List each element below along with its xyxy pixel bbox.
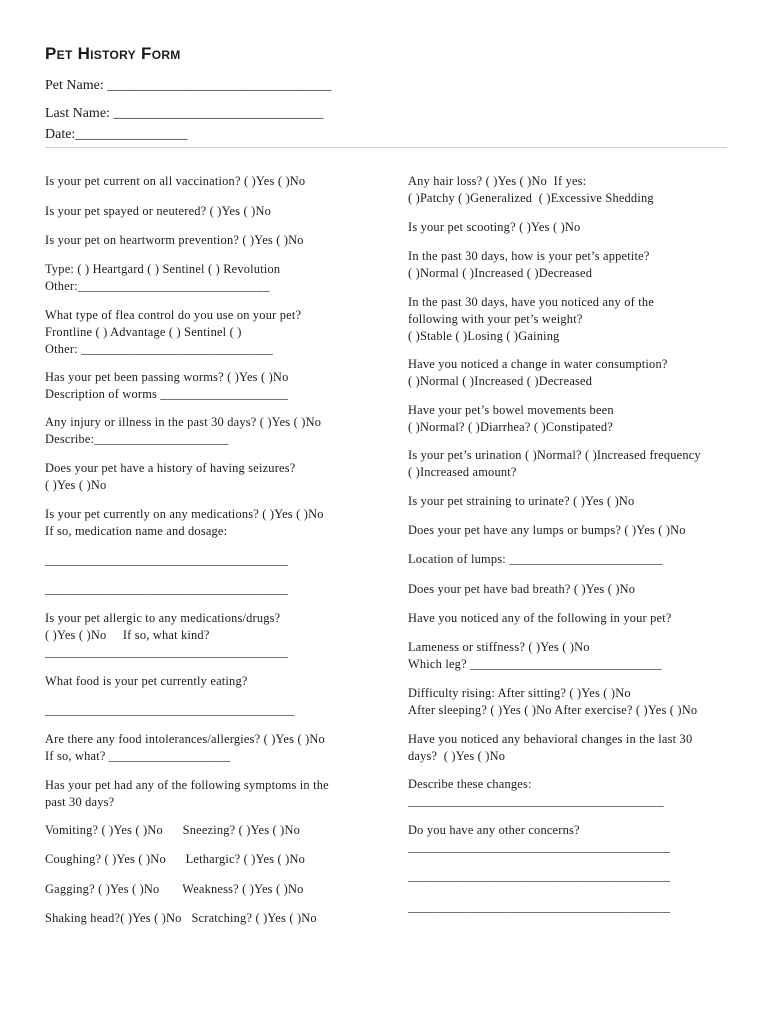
question-line: If so, what? ___________________ (45, 749, 231, 763)
question-line: past 30 days? (45, 795, 115, 809)
question-line: Describe:_____________________ (45, 432, 229, 446)
left-question-15 (45, 731, 325, 765)
left-question-4 (45, 261, 280, 295)
left-question-18 (45, 851, 305, 868)
left-question-10 (45, 552, 288, 569)
question-line: Have you noticed any of the following in your pet? (408, 611, 672, 625)
right-question-9 (408, 522, 686, 539)
question-line[interactable]: Gagging? ( )Yes ( )No Weakness? ( )Yes ( )No (45, 882, 304, 896)
form-title: Pet History Form (45, 44, 181, 63)
question-line: In the past 30 days, have you noticed any of the (408, 295, 654, 309)
question-line: Have you noticed a change in water consumption? (408, 357, 668, 371)
question-line: Do you have any other concerns? (408, 823, 580, 837)
right-question-8 (408, 493, 634, 510)
question-line[interactable]: Difficulty rising: After sitting? ( )Yes ( )No (408, 686, 631, 700)
question-line: Has your pet had any of the following symptoms in the (45, 778, 329, 792)
answer-line[interactable]: ______________________________________ (45, 582, 289, 596)
question-line[interactable]: Shaking head?( )Yes ( )No Scratching? ( )Yes ( )No (45, 911, 317, 925)
question-line[interactable]: After sleeping? ( )Yes ( )No After exercise? ( )Yes ( )No (408, 703, 698, 717)
question-line[interactable]: Any injury or illness in the past 30 days? ( )Yes ( )No (45, 415, 322, 429)
question-line: Location of lumps: ________________________ (408, 552, 663, 566)
right-question-13 (408, 639, 662, 673)
question-line[interactable]: Are there any food intolerances/allergies? ( )Yes ( )No (45, 732, 325, 746)
right-question-18 (408, 868, 670, 885)
right-question-5 (408, 356, 668, 390)
question-line[interactable]: Does your pet have bad breath? ( )Yes ( )No (408, 582, 636, 596)
question-line: Is your pet allergic to any medications/drugs? (45, 611, 281, 625)
question-line: Description of worms ____________________ (45, 387, 289, 401)
pet-name-field[interactable]: Pet Name: ________________________________ (45, 78, 332, 93)
answer-line[interactable]: _________________________________________ (408, 840, 671, 854)
right-question-3 (408, 248, 650, 282)
question-line: Which leg? ______________________________ (408, 657, 662, 671)
left-question-12 (45, 610, 288, 661)
left-question-19 (45, 881, 304, 898)
left-question-17 (45, 822, 300, 839)
left-question-16 (45, 777, 329, 811)
answer-line[interactable]: ________________________________________ (408, 794, 664, 808)
header-divider (45, 147, 727, 148)
question-line[interactable]: ( )Stable ( )Losing ( )Gaining (408, 329, 560, 343)
question-line: What type of flea control do you use on your pet? (45, 308, 302, 322)
question-line[interactable]: Has your pet been passing worms? ( )Yes ( )No (45, 370, 289, 384)
question-line[interactable]: Is your pet scooting? ( )Yes ( )No (408, 220, 581, 234)
question-line[interactable]: Any hair loss? ( )Yes ( )No If yes: (408, 174, 587, 188)
question-line: In the past 30 days, how is your pet’s appetite? (408, 249, 650, 263)
question-line[interactable]: ( )Yes ( )No If so, what kind? (45, 628, 210, 642)
left-question-7 (45, 414, 321, 448)
answer-line[interactable]: ______________________________________ (45, 553, 289, 567)
question-line[interactable]: Vomiting? ( )Yes ( )No Sneezing? ( )Yes ( )No (45, 823, 301, 837)
question-line[interactable]: ( )Patchy ( )Generalized ( )Excessive Shedding (408, 191, 654, 205)
question-line[interactable]: ( )Normal ( )Increased ( )Decreased (408, 266, 593, 280)
question-line[interactable]: Is your pet current on all vaccination? ( )Yes ( )No (45, 174, 306, 188)
question-line: If so, medication name and dosage: (45, 524, 228, 538)
left-question-1 (45, 173, 305, 190)
left-question-11 (45, 581, 288, 598)
question-line: Have you noticed any behavioral changes in the last 30 (408, 732, 693, 746)
question-line[interactable]: Is your pet straining to urinate? ( )Yes ( )No (408, 494, 635, 508)
question-line[interactable]: Frontline ( ) Advantage ( ) Sentinel ( ) (45, 325, 242, 339)
question-line[interactable]: ( )Increased amount? (408, 465, 517, 479)
date-field[interactable]: Date:________________ (45, 127, 188, 142)
left-question-3 (45, 232, 304, 249)
left-question-8 (45, 460, 295, 494)
right-question-12 (408, 610, 672, 627)
right-question-4 (408, 294, 654, 345)
left-question-5 (45, 307, 301, 358)
question-line: Other:______________________________ (45, 279, 270, 293)
question-line[interactable]: Is your pet on heartworm prevention? ( )Yes ( )No (45, 233, 304, 247)
question-line[interactable]: Is your pet’s urination ( )Normal? ( )Increased frequency (408, 448, 701, 462)
right-question-19 (408, 899, 670, 916)
question-line: What food is your pet currently eating? (45, 674, 248, 688)
question-line[interactable]: Is your pet spayed or neutered? ( )Yes ( )No (45, 204, 272, 218)
left-question-14 (45, 702, 294, 719)
right-question-10 (408, 551, 663, 568)
question-line[interactable]: ( )Normal ( )Increased ( )Decreased (408, 374, 593, 388)
left-question-20 (45, 910, 317, 927)
left-question-6 (45, 369, 288, 403)
right-question-17 (408, 822, 670, 856)
question-line[interactable]: days? ( )Yes ( )No (408, 749, 506, 763)
question-line[interactable]: ( )Normal? ( )Diarrhea? ( )Constipated? (408, 420, 613, 434)
left-question-2 (45, 203, 271, 220)
answer-line[interactable]: ______________________________________ (45, 645, 289, 659)
answer-line[interactable]: _______________________________________ (45, 703, 295, 717)
right-question-6 (408, 402, 614, 436)
right-question-1 (408, 173, 654, 207)
question-line: Have your pet’s bowel movements been (408, 403, 614, 417)
left-question-13 (45, 673, 248, 690)
left-question-9 (45, 506, 324, 540)
right-question-7 (408, 447, 701, 481)
last-name-field[interactable]: Last Name: ______________________________ (45, 106, 324, 121)
question-line[interactable]: ( )Yes ( )No (45, 478, 107, 492)
question-line[interactable]: Coughing? ( )Yes ( )No Lethargic? ( )Yes ( )No (45, 852, 306, 866)
question-line: Other: ______________________________ (45, 342, 274, 356)
right-question-11 (408, 581, 635, 598)
right-question-14 (408, 685, 697, 719)
question-line[interactable]: Does your pet have any lumps or bumps? ( )Yes ( )No (408, 523, 686, 537)
answer-line[interactable]: _________________________________________ (408, 900, 671, 914)
question-line: following with your pet’s weight? (408, 312, 583, 326)
question-line[interactable]: Is your pet currently on any medications? ( )Yes ( )No (45, 507, 324, 521)
right-question-16 (408, 776, 664, 810)
question-line: Does your pet have a history of having seizures? (45, 461, 296, 475)
question-line[interactable]: Lameness or stiffness? ( )Yes ( )No (408, 640, 590, 654)
question-line: Describe these changes: (408, 777, 532, 791)
answer-line[interactable]: _________________________________________ (408, 869, 671, 883)
right-question-2 (408, 219, 580, 236)
question-line[interactable]: Type: ( ) Heartgard ( ) Sentinel ( ) Revolution (45, 262, 281, 276)
right-question-15 (408, 731, 692, 765)
